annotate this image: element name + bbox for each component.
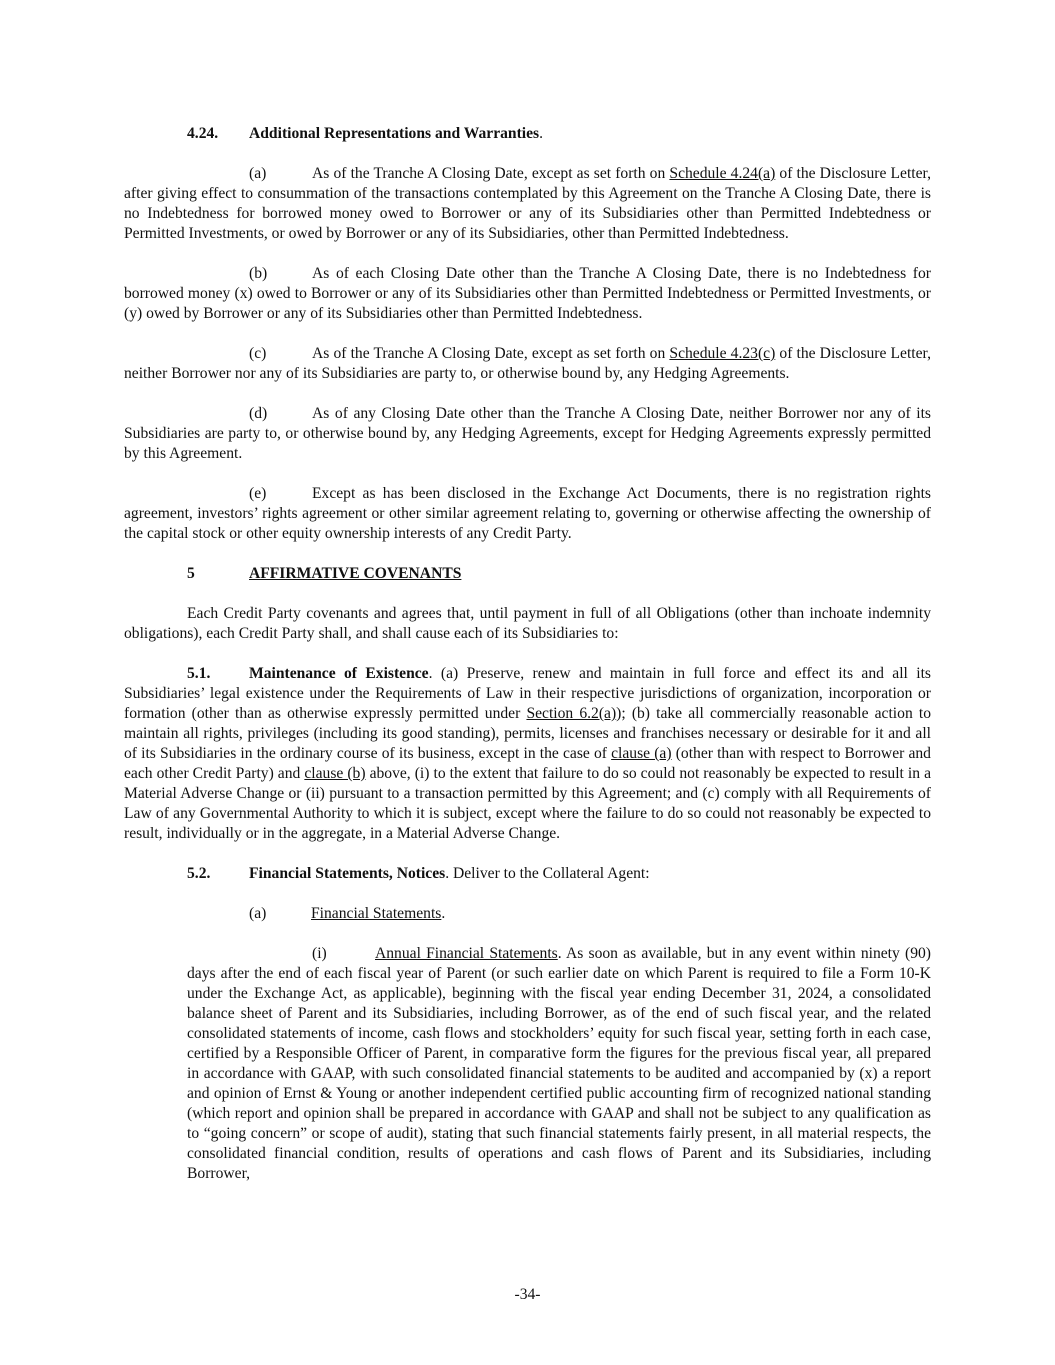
- article-title: AFFIRMATIVE COVENANTS: [249, 565, 462, 582]
- document-page: [124, 124, 931, 1184]
- section-number: 5.1.: [187, 665, 211, 682]
- schedule-reference: Schedule 4.24(a): [669, 165, 776, 182]
- clause-5-2-a-i: (i) Annual Financial Statements. As soon as available, but in any event within ninety (90) days after the end of each fiscal year of Parent (or such earlier date on which Parent is required to file a Form 10-K under the Exchange Act, as applicable), beginning with the fiscal year ending December 31, 2024, a consolidated balance sheet of Parent and its Subsidiaries, including Borrower, as of the end of such fiscal year, and the related consolidated statements of income, cash flows and stockholders’ equity for such fiscal year, setting forth in each case, certified by a Responsible Officer of Parent, in comparative form the figures for the previous fiscal year, all prepared in accordance with GAAP, with such consolidated financial statements to be audited and accompanied by (x) a report and opinion of Ernst & Young or another independent certified public accounting firm of recognized national standing (which report and opinion shall be prepared in accordance with GAAP and shall not be subject to any qualification as to “going concern” or scope of audit), stating that such financial statements fairly present, in all material respects, the consolidated financial condition, results of operations and cash flows of Parent and its Subsidiaries, including Borrower,: [187, 945, 931, 1182]
- section-4-24-heading: 4.24. Additional Representations and Warranties.: [187, 125, 544, 142]
- clause-reference: clause (a): [611, 745, 672, 762]
- subsection-title: Financial Statements: [311, 905, 442, 922]
- clause-reference: clause (b): [304, 765, 366, 782]
- clause-label: (i): [312, 945, 327, 962]
- clause-4-24-c: (c) As of the Tranche A Closing Date, except as set forth on Schedule 4.23(c) of the Disclosure Letter, neither Borrower nor any of its Subsidiaries are party to, or otherwise bound by, any Hedging Agreements.: [124, 345, 932, 382]
- clause-4-24-d: (d) As of any Closing Date other than the Tranche A Closing Date, neither Borrower nor any of its Subsidiaries are party to, or otherwise bound by, any Hedging Agreements, except for Hedging Agreements expressly permitted by this Agreement.: [124, 405, 931, 462]
- schedule-reference: Schedule 4.23(c): [669, 345, 776, 362]
- section-title: Maintenance of Existence: [249, 665, 429, 682]
- clause-label: (a): [249, 165, 267, 182]
- section-number: 5.2.: [187, 865, 211, 882]
- clause-label: (d): [249, 405, 268, 422]
- section-5-1: 5.1. Maintenance of Existence. (a) Preserve, renew and maintain in full force and effect its and all its Subsidiaries’ legal existence under the Requirements of Law in their respective jurisdictions of organization, incorporation or formation (other than as otherwise expressly permitted under Section 6.2(a)); (b) take all commercially reasonable action to maintain all rights, privileges (including its good standing), permits, licenses and franchises necessary or desirable for it and all of its Subsidiaries in the ordinary course of its business, except in the case of clause (a) (other than with respect to Borrower and each other Credit Party) and clause (b) above, (i) to the extent that failure to do so could not reasonably be expected to result in a Material Adverse Change or (ii) pursuant to a transaction permitted by this Agreement; and (c) comply with all Requirements of Law of any Governmental Authority to which it is subject, except where the failure to do so could not reasonably be expected to result, individually or in the aggregate, in a Material Adverse Change.: [124, 665, 931, 842]
- clause-label: (a): [249, 905, 267, 922]
- section-5-2-heading: 5.2. Financial Statements, Notices. Deliver to the Collateral Agent:: [187, 865, 650, 882]
- article-5-intro: Each Credit Party covenants and agrees that, until payment in full of all Obligations (other than inchoate indemnity obligations), each Credit Party shall, and shall cause each of its Subsidiaries to:: [124, 605, 931, 642]
- clause-title: Annual Financial Statements: [375, 945, 558, 962]
- page-number: -34-: [514, 1286, 541, 1303]
- clause-4-24-a: (a) As of the Tranche A Closing Date, except as set forth on Schedule 4.24(a) of the Disclosure Letter, after giving effect to consummation of the transactions contemplated by this Agreement on the Tranche A Closing Date, there is no Indebtedness for borrowed money owed to Borrower or any of its Subsidiaries other than Permitted Indebtedness or Permitted Investments, or owed by Borrower or any of its Subsidiaries, other than Permitted Indebtedness.: [124, 165, 932, 242]
- section-number: 4.24.: [187, 125, 219, 142]
- clause-label: (c): [249, 345, 267, 362]
- clause-label: (e): [249, 485, 267, 502]
- section-reference: Section 6.2(a): [526, 705, 617, 722]
- subsection-5-2-a: (a) Financial Statements.: [249, 905, 446, 922]
- article-number: 5: [187, 565, 195, 582]
- clause-4-24-b: (b) As of each Closing Date other than the Tranche A Closing Date, there is no Indebtedness for borrowed money (x) owed to Borrower or any of its Subsidiaries other than Permitted Indebtedness or Permitted Investments, or (y) owed by Borrower or any of its Subsidiaries other than Permitted Indebtedness.: [124, 265, 931, 322]
- section-title: Financial Statements, Notices: [249, 865, 446, 882]
- clause-4-24-e: (e) Except as has been disclosed in the Exchange Act Documents, there is no registration rights agreement, investors’ rights agreement or other similar agreement relating to, governing or otherwise affecting the ownership of the capital stock or other equity ownership interests of any Credit Party.: [124, 485, 931, 542]
- article-5-heading: [124, 564, 931, 584]
- section-title: Additional Representations and Warranties: [249, 125, 540, 142]
- clause-label: (b): [249, 265, 268, 282]
